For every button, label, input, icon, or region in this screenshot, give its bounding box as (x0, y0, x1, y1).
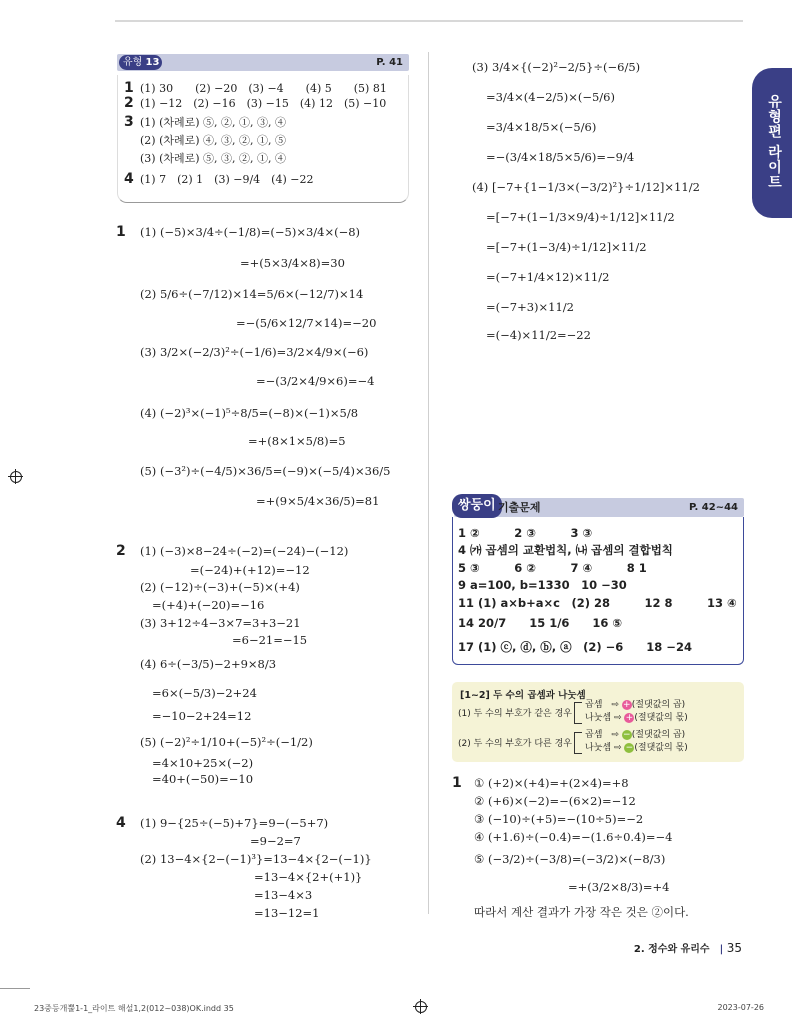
solution-line: =6−21=−15 (232, 633, 308, 647)
footer-section: 2. 정수와 유리수 | 35 (633, 941, 742, 955)
side-tab-label: 유형편 라이트 (766, 94, 782, 190)
solution-line: ① (+2)×(+4)=+(2×4)=+8 (474, 776, 629, 790)
same-rules: 곱셈 ⇨ +(절댓값의 곱) 나눗셈 ⇨ +(절댓값의 몫) (585, 700, 688, 723)
solution-line: =(+4)+(−20)=−16 (152, 598, 265, 612)
solution-line: =[−7+(1−3/4)÷1/12]×11/2 (486, 240, 647, 254)
solution-line: (1) (−3)×8−24÷(−2)=(−24)−(−12) (140, 544, 349, 558)
solution-line: =13−4×{2+(+1)} (254, 870, 363, 884)
solution-line: (5) (−2)²÷1/10+(−5)²÷(−1/2) (140, 735, 313, 749)
solution-line: =(−7+3)×11/2 (486, 300, 574, 314)
solution-line: =+(9×5/4×36/5)=81 (256, 494, 380, 508)
exam-page-ref: P. 42~44 (689, 502, 738, 513)
registration-mark (10, 471, 22, 483)
answer-row: (2) (차례로) ④, ③, ②, ①, ⑤ (140, 134, 287, 147)
solution-line: =(−7+1/4×12)×11/2 (486, 270, 610, 284)
solution-line: =40+(−50)=−10 (152, 772, 254, 786)
solution-line: =6×(−5/3)−2+24 (152, 686, 257, 700)
solution-line: (4) 6÷(−3/5)−2+9×8/3 (140, 657, 277, 671)
exam-title: 기출문제 (498, 501, 541, 514)
top-rule (115, 20, 743, 22)
solution-line: (2) 13−4×{2−(−1)³}=13−4×{2−(−1)} (140, 852, 372, 866)
exam-answer-row: 17 (1) ⓒ, ⓓ, ⓑ, ⓐ (2) −6 18 −24 (458, 640, 692, 654)
solution-line: ⑤ (−3/2)÷(−3/8)=(−3/2)×(−8/3) (474, 852, 666, 866)
solution-line: =13−12=1 (254, 906, 320, 920)
answer-row: (1) −12 (2) −16 (3) −15 (4) 12 (5) −10 (140, 97, 387, 110)
crop-mark (0, 988, 30, 989)
exam-answer-row: 14 20/7 15 1/6 16 ⑤ (458, 616, 623, 630)
answer-number: 1 (124, 80, 134, 96)
bracket-same (574, 702, 582, 724)
exam-answer-row: 11 (1) a×b+a×c (2) 28 12 8 13 ④ (458, 596, 737, 610)
exam-answer-row: 9 a=100, b=1330 10 −30 (458, 578, 627, 592)
solution-line: ④ (+1.6)÷(−0.4)=−(1.6÷0.4)=−4 (474, 830, 673, 844)
type-tag: 유형 13 (119, 55, 162, 70)
solution-line: 따라서 계산 결과가 가장 작은 것은 ②이다. (474, 905, 689, 919)
summary-box (452, 682, 744, 762)
solution-line: (3) 3+12÷4−3×7=3+3−21 (140, 616, 301, 630)
q4-number: 4 (116, 815, 126, 831)
solution-line: (4) [−7+{1−1/3×(−3/2)²}÷1/12]×11/2 (472, 180, 700, 194)
side-tab (752, 68, 792, 218)
solution-line: =−(3/2×4/9×6)=−4 (256, 374, 375, 388)
exam-answer-row: 5 ③ 6 ② 7 ④ 8 1 (458, 561, 647, 575)
solution-line: =3/4×18/5×(−5/6) (486, 120, 597, 134)
solution-line: =4×10+25×(−2) (152, 756, 254, 770)
solution-line: (2) 5/6÷(−7/12)×14=5/6×(−12/7)×14 (140, 287, 364, 301)
solution-line: =−10−2+24=12 (152, 709, 252, 723)
solution-line: =9−2=7 (250, 834, 301, 848)
q1-number: 1 (116, 224, 126, 240)
solution-line: =+(5×3/4×8)=30 (240, 256, 345, 270)
solution-line: (5) (−3²)÷(−4/5)×36/5=(−9)×(−5/4)×36/5 (140, 464, 391, 478)
solution-line: (1) (−5)×3/4÷(−1/8)=(−5)×3/4×(−8) (140, 225, 361, 239)
solution-line: =3/4×(4−2/5)×(−5/6) (486, 90, 615, 104)
summary-title: [1~2] 두 수의 곱셈과 나눗셈 (460, 690, 586, 701)
footer-file: 23중등개뿔1-1_라이트 해설1,2(012~038)OK.indd 35 (34, 1004, 234, 1013)
solution-line: =(−24)+(+12)=−12 (190, 563, 310, 577)
answer-number: 3 (124, 114, 134, 130)
page-ref: P. 41 (376, 57, 403, 68)
answer-box (117, 75, 409, 203)
solution-line: ③ (−10)÷(+5)=−(10÷5)=−2 (474, 812, 644, 826)
solution-line: =13−4×3 (254, 888, 313, 902)
answer-row: (1) 7 (2) 1 (3) −9/4 (4) −22 (140, 173, 314, 186)
solution-line: =−(5/6×12/7×14)=−20 (236, 316, 377, 330)
type-header (117, 54, 409, 71)
solution-line: (1) 9−{25÷(−5)+7}=9−(−5+7) (140, 816, 329, 830)
summary-same: (1) 두 수의 부호가 같은 경우 (458, 709, 572, 719)
solution-line: =+(8×1×5/8)=5 (248, 434, 346, 448)
solution-line: (4) (−2)³×(−1)⁵÷8/5=(−8)×(−1)×5/8 (140, 406, 359, 420)
solution-line: =[−7+(1−1/3×9/4)÷1/12]×11/2 (486, 210, 675, 224)
solution-line: (2) (−12)÷(−3)+(−5)×(+4) (140, 580, 300, 594)
answer-number: 4 (124, 171, 134, 187)
twin-logo: 쌍둥이 (452, 494, 502, 518)
answer-row: (1) (차례로) ⑤, ②, ①, ③, ④ (140, 116, 287, 129)
solution-line: =+(3/2×8/3)=+4 (568, 880, 670, 894)
exam-answer-box (452, 517, 744, 665)
answer-number: 2 (124, 95, 134, 111)
solution-line: (3) 3/2×(−2/3)²÷(−1/6)=3/2×4/9×(−6) (140, 345, 369, 359)
q1-right-number: 1 (452, 775, 462, 791)
solution-line: =(−4)×11/2=−22 (486, 328, 591, 342)
footer-date: 2023-07-26 (717, 1003, 764, 1012)
solution-line: ② (+6)×(−2)=−(6×2)=−12 (474, 794, 636, 808)
column-divider (428, 52, 429, 914)
solution-line: (3) 3/4×{(−2)²−2/5}÷(−6/5) (472, 60, 641, 74)
answer-row: (1) 30 (2) −20 (3) −4 (4) 5 (5) 81 (140, 82, 387, 95)
registration-mark-bottom (415, 1001, 427, 1013)
solution-line: =−(3/4×18/5×5/6)=−9/4 (486, 150, 635, 164)
answer-row: (3) (차례로) ⑤, ③, ②, ①, ④ (140, 152, 287, 165)
exam-answer-row: 1 ② 2 ③ 3 ③ (458, 526, 593, 540)
summary-diff: (2) 두 수의 부호가 다른 경우 (458, 739, 572, 749)
bracket-diff (574, 732, 582, 754)
exam-answer-row: 4 ㈎ 곱셈의 교환법칙, ㈏ 곱셈의 결합법칙 (458, 543, 673, 557)
exam-header (454, 498, 744, 517)
q2-number: 2 (116, 543, 126, 559)
diff-rules: 곱셈 ⇨ −(절댓값의 곱) 나눗셈 ⇨ −(절댓값의 몫) (585, 730, 688, 753)
